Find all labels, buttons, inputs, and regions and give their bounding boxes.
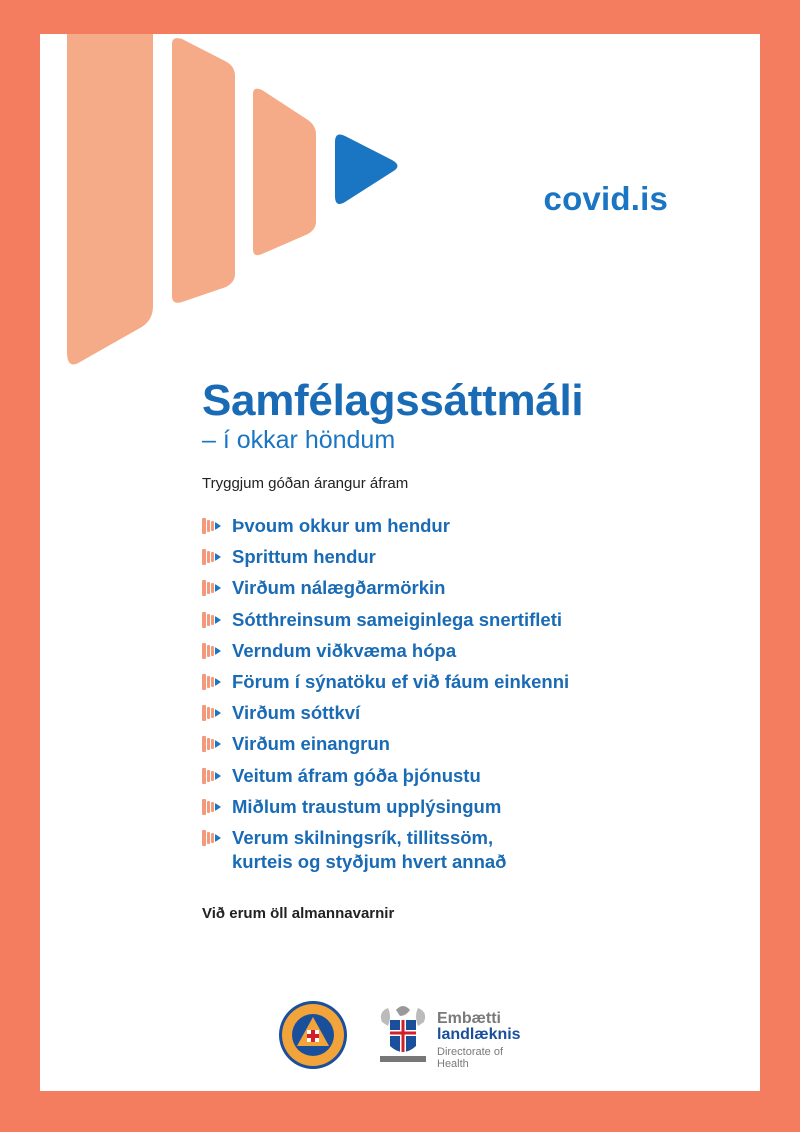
page-subtitle: – í okkar höndum — [202, 426, 396, 454]
list-item-label: Förum í sýnatöku ef við fáum einkenni — [232, 670, 570, 692]
bullet-arrow-icon — [202, 736, 222, 752]
directorate-of-health-logo — [374, 1002, 534, 1070]
list-item — [202, 576, 569, 607]
list-item-label: Virðum nálægðarmörkin — [232, 577, 446, 599]
list-item-label-line1: Verum skilningsrík, tillitssöm, — [232, 826, 494, 848]
list-item — [202, 639, 569, 670]
list-item-label: Sótthreinsum sameiginlega snertifleti — [232, 608, 562, 630]
bullet-arrow-icon — [202, 612, 222, 628]
health-logo-line1: Embætti — [437, 1010, 501, 1027]
play-arrow-icon — [335, 134, 398, 204]
health-logo-line3: Directorate of Health — [437, 1046, 504, 1070]
list-item — [202, 732, 569, 763]
bullet-arrow-icon — [202, 518, 222, 534]
list-item-label: Þvoum okkur um hendur — [232, 515, 450, 536]
civil-protection-logo — [278, 1000, 348, 1070]
list-item — [202, 795, 569, 826]
bullet-arrow-icon — [202, 643, 222, 659]
bullet-arrow-icon — [202, 674, 222, 690]
list-item — [202, 545, 569, 576]
shape-bar-2 — [172, 38, 235, 303]
list-item-label: Virðum einangrun — [232, 733, 390, 755]
list-item-label: Miðlum traustum upplýsingum — [232, 795, 502, 817]
list-item-label: Verndum viðkvæma hópa — [232, 639, 457, 661]
health-logo-line2: landlæknis — [437, 1026, 521, 1043]
coat-of-arms-icon — [374, 1002, 432, 1066]
footer-tagline: Við erum öll almannavarnir — [202, 905, 395, 922]
list-item-label: Sprittum hendur — [232, 546, 376, 568]
bullet-arrow-icon — [202, 549, 222, 565]
bullet-arrow-icon — [202, 580, 222, 596]
bullet-arrow-icon — [202, 799, 222, 815]
bullet-arrow-icon — [202, 830, 222, 846]
list-item-label: Virðum sóttkví — [232, 702, 361, 724]
bullet-arrow-icon — [202, 768, 222, 784]
site-url[interactable]: covid.is — [543, 180, 668, 217]
shape-bar-3 — [253, 89, 316, 256]
list-item-label-line2: kurteis og styðjum hvert annað — [232, 850, 507, 872]
list-item — [202, 670, 569, 701]
intro-text: Tryggjum góðan árangur áfram — [202, 475, 409, 492]
shape-bar-1 — [67, 34, 153, 364]
guideline-list — [202, 514, 569, 874]
poster — [40, 34, 760, 1091]
list-item — [202, 514, 569, 545]
list-item — [202, 826, 569, 874]
list-item — [202, 701, 569, 732]
list-item — [202, 608, 569, 639]
list-item-label: Veitum áfram góða þjónustu — [232, 764, 481, 786]
list-item — [202, 764, 569, 795]
page-title: Samfélagssáttmáli — [202, 376, 584, 425]
bullet-arrow-icon — [202, 705, 222, 721]
